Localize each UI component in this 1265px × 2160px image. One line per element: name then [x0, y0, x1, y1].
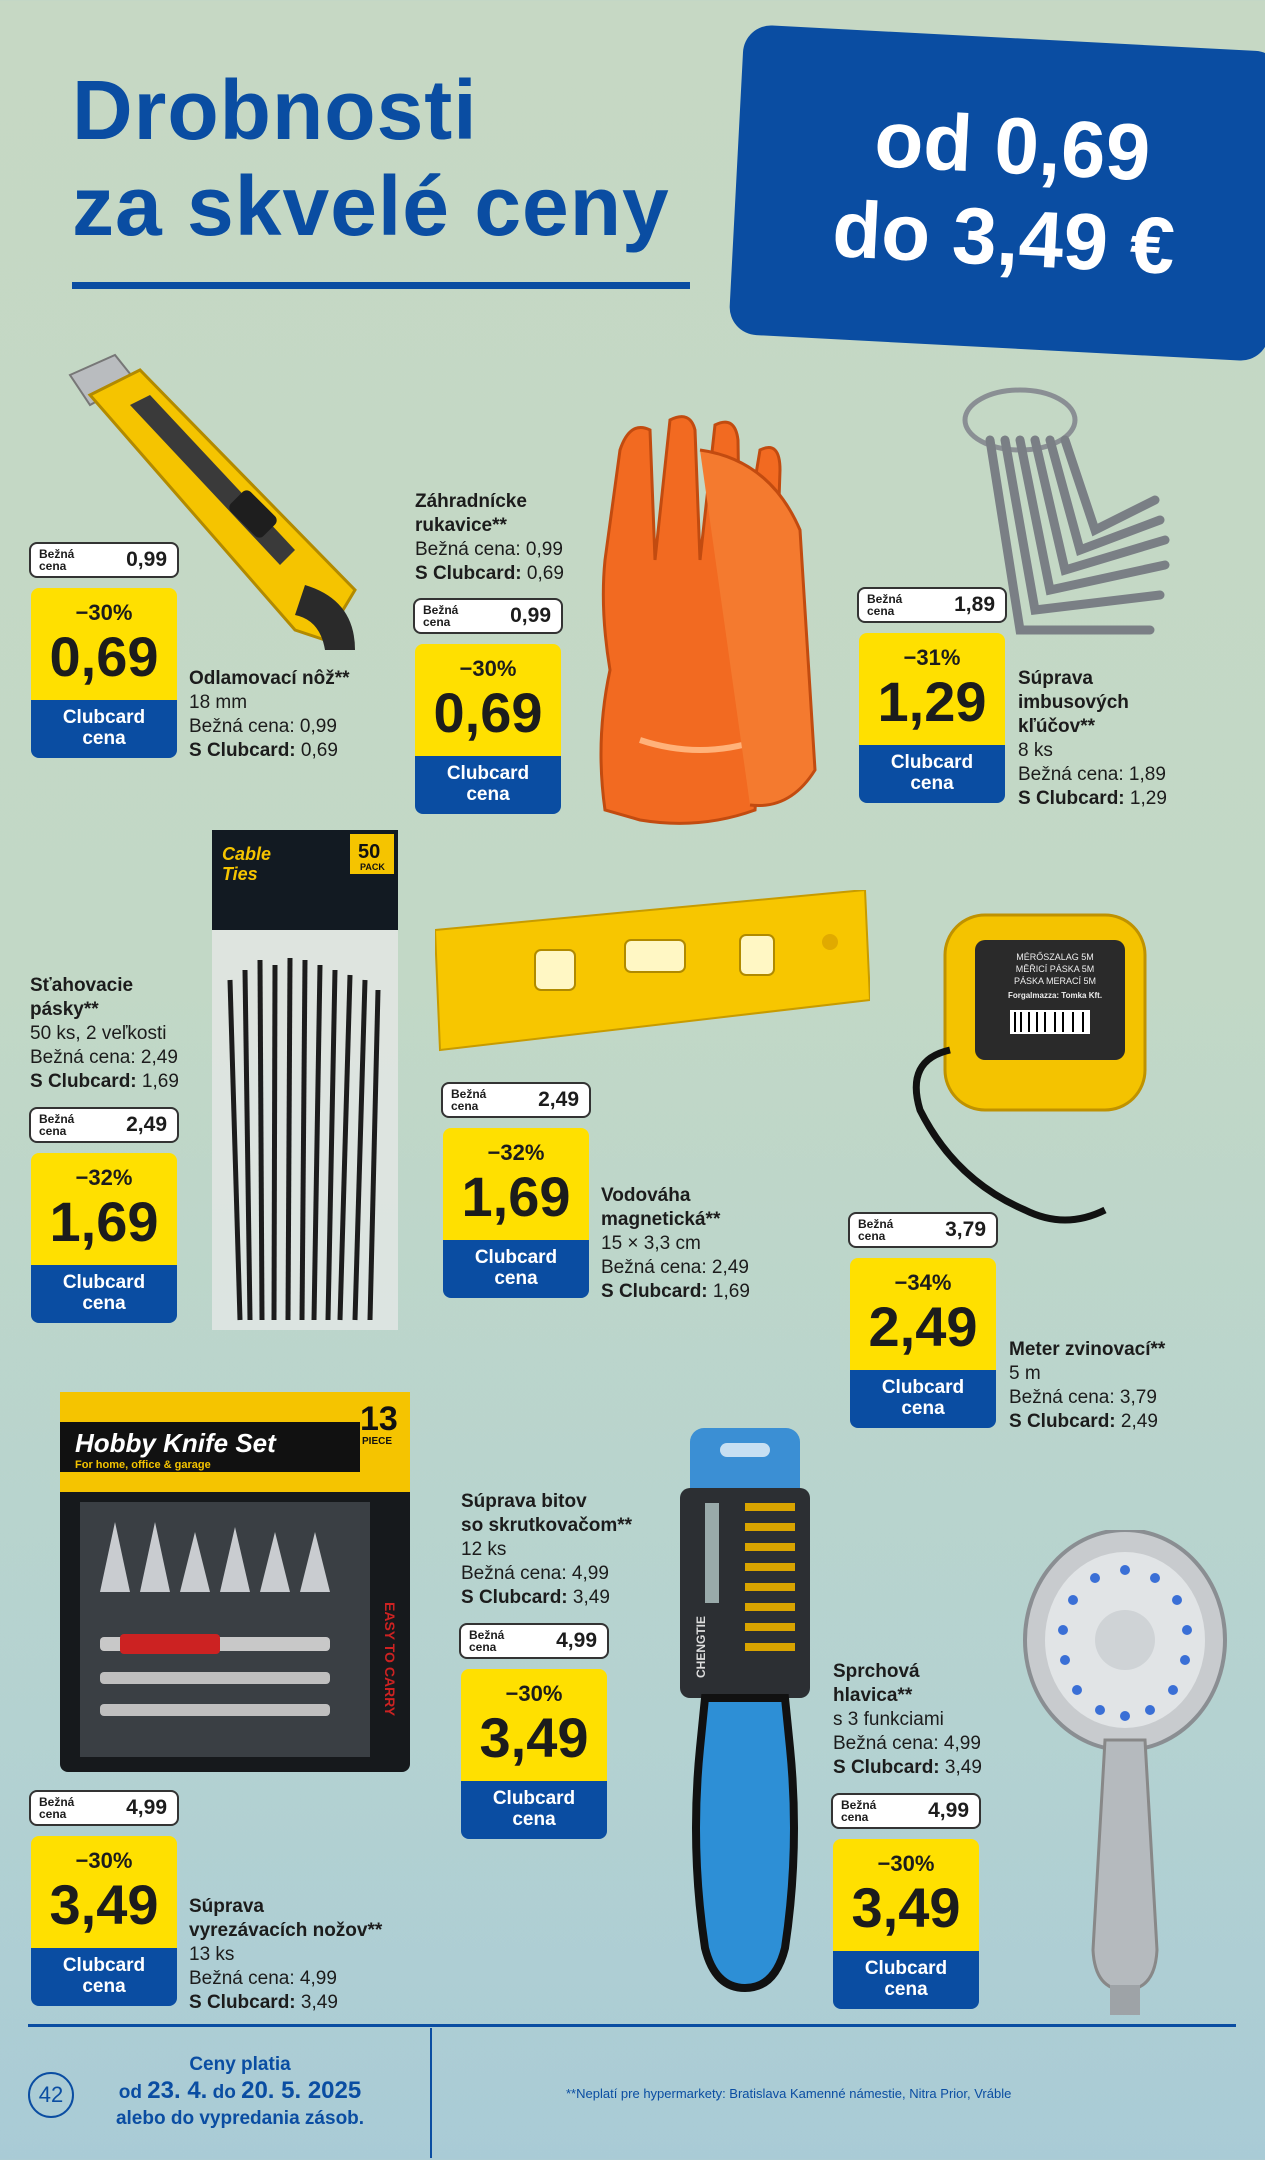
clubcard-price-value: 2,49: [868, 1295, 978, 1358]
clubcard-price-box: [833, 1839, 979, 1951]
footer-divider-line: [28, 2024, 1236, 2027]
clubcard-price-box: [461, 1669, 607, 1781]
discount-label: −30%: [505, 1681, 563, 1706]
footnote: **Neplatí pre hypermarkety: Bratislava Kamenné námestie, Nitra Prior, Vráble: [566, 2086, 1012, 2101]
regular-price-line: Bežná cena: 0,99: [189, 716, 337, 737]
product-desc-utility-knife: [189, 667, 350, 763]
product-desc-bit-set: [461, 1490, 632, 1610]
hobby-piece: PIECE: [362, 1436, 393, 1447]
regular-price-label: Bežná cena: [39, 547, 75, 573]
clubcard-label-line-2: cena: [82, 1976, 126, 1997]
product-detail: 5 m: [1009, 1363, 1041, 1384]
regular-price-line: Bežná cena: 2,49: [601, 1257, 749, 1278]
price-block-utility-knife: [31, 542, 177, 758]
regular-price-label: Bežná cena: [39, 1112, 75, 1138]
product-name-line-2: imbusových: [1018, 692, 1129, 713]
price-block-bit-set: [461, 1623, 607, 1839]
hobby-subtitle: For home, office & garage: [75, 1459, 211, 1471]
clubcard-price-line: S Clubcard: 3,49: [189, 1992, 338, 2013]
discount-label: −32%: [487, 1140, 545, 1165]
clubcard-label-line-1: Clubcard: [62, 1955, 146, 1976]
clubcard-label: [833, 1951, 979, 2009]
clubcard-price-box: [31, 1153, 177, 1265]
product-desc-shower-head: [833, 1660, 982, 1780]
clubcard-price-line: S Clubcard: 2,49: [1009, 1411, 1158, 1432]
regular-price-label: Bežná cena: [858, 1217, 894, 1243]
product-name-line-2: hlavica**: [833, 1685, 913, 1706]
clubcard-label-line-2: cena: [82, 728, 126, 749]
product-desc-spirit-level: [601, 1184, 750, 1304]
garden-gloves-image: [580, 410, 840, 830]
regular-price-value: 4,99: [126, 1796, 167, 1819]
hobby-side-text: EASY TO CARRY: [382, 1602, 398, 1717]
product-desc-gloves: [415, 490, 564, 586]
clubcard-price-box: [850, 1258, 996, 1370]
price-block-cable-ties: [31, 1107, 177, 1323]
clubcard-price-line: S Clubcard: 1,29: [1018, 788, 1167, 809]
product-detail: 50 ks, 2 veľkosti: [30, 1023, 167, 1044]
clubcard-price-line: S Clubcard: 3,49: [833, 1757, 982, 1778]
product-name-line-1: Záhradnícke: [415, 491, 527, 512]
cable-ties-count: 50: [358, 841, 381, 863]
clubcard-price-value: 1,69: [49, 1190, 159, 1253]
regular-price-tag: [848, 1212, 998, 1248]
clubcard-price-value: 1,29: [877, 670, 987, 733]
regular-price-line: Bežná cena: 4,99: [833, 1733, 981, 1754]
price-block-gloves: [415, 598, 561, 814]
regular-price-label: Bežná cena: [469, 1628, 505, 1654]
regular-price-value: 0,99: [126, 548, 167, 571]
cable-ties-brand-1: Cable: [222, 844, 272, 864]
discount-label: −31%: [903, 645, 961, 670]
price-block-hobby-knife-set: [31, 1790, 177, 2006]
discount-label: −30%: [75, 600, 133, 625]
product-detail: 15 × 3,3 cm: [601, 1233, 701, 1254]
regular-price-tag: [29, 1790, 179, 1826]
cable-ties-image: [210, 830, 400, 1330]
clubcard-label: [31, 700, 177, 758]
clubcard-label-line-1: Clubcard: [446, 763, 530, 784]
measuring-tape-image: [905, 910, 1155, 1250]
product-detail: s 3 funkciami: [833, 1709, 944, 1730]
price-range-banner: [728, 24, 1265, 362]
clubcard-price-value: 3,49: [479, 1706, 589, 1769]
clubcard-label-line-1: Clubcard: [62, 1272, 146, 1293]
discount-label: −30%: [75, 1848, 133, 1873]
tape-label-3: PÁSKA MERACÍ 5M: [1013, 976, 1097, 986]
clubcard-price-line: S Clubcard: 1,69: [601, 1281, 750, 1302]
clubcard-label: [31, 1265, 177, 1323]
product-name-line-1: Súprava: [1018, 668, 1093, 689]
regular-price-label: Bežná cena: [451, 1087, 487, 1113]
clubcard-label: [443, 1240, 589, 1298]
clubcard-price-box: [415, 644, 561, 756]
product-detail: 18 mm: [189, 692, 248, 713]
clubcard-label-line-1: Clubcard: [890, 752, 974, 773]
clubcard-label-line-1: Clubcard: [864, 1958, 948, 1979]
validity-info: [95, 2052, 385, 2132]
regular-price-tag: [29, 542, 179, 578]
product-name-line-2: rukavice**: [415, 515, 507, 536]
regular-price-value: 3,79: [945, 1218, 986, 1241]
product-name-line-1: Súprava: [189, 1896, 264, 1917]
hobby-knife-set-image: [60, 1392, 410, 1772]
validity-line-3: alebo do vypredania zásob.: [115, 2108, 365, 2129]
clubcard-price-line: S Clubcard: 0,69: [189, 740, 338, 761]
discount-label: −30%: [877, 1851, 935, 1876]
clubcard-label-line-2: cena: [884, 1979, 928, 2000]
regular-price-value: 0,99: [510, 604, 551, 627]
product-desc-hobby-knife-set: [189, 1895, 382, 2015]
regular-price-value: 4,99: [928, 1799, 969, 1822]
regular-price-value: 4,99: [556, 1629, 597, 1652]
product-desc-measuring-tape: [1009, 1338, 1165, 1434]
clubcard-label: [859, 745, 1005, 803]
product-name-line-2: magnetická**: [601, 1209, 721, 1230]
product-name-line-3: kľúčov**: [1018, 716, 1096, 737]
clubcard-price-box: [859, 633, 1005, 745]
regular-price-line: Bežná cena: 2,49: [30, 1047, 178, 1068]
regular-price-line: Bežná cena: 4,99: [461, 1563, 609, 1584]
discount-label: −32%: [75, 1165, 133, 1190]
clubcard-label-line-2: cena: [910, 773, 954, 794]
clubcard-label-line-2: cena: [512, 1809, 556, 1830]
regular-price-line: Bežná cena: 0,99: [415, 539, 563, 560]
product-name: Meter zvinovací**: [1009, 1339, 1166, 1360]
clubcard-price-line: S Clubcard: 3,49: [461, 1587, 610, 1608]
clubcard-label-line-1: Clubcard: [881, 1377, 965, 1398]
clubcard-price-value: 1,69: [461, 1165, 571, 1228]
bits-brand: CHENGTIE: [694, 1615, 708, 1678]
regular-price-label: Bežná cena: [841, 1798, 877, 1824]
clubcard-label-line-2: cena: [466, 784, 510, 805]
price-block-hex-keys: [859, 587, 1005, 803]
clubcard-price-value: 0,69: [433, 681, 543, 744]
validity-line-1: Ceny platia: [189, 2054, 291, 2075]
regular-price-label: Bežná cena: [39, 1795, 75, 1821]
bit-set-screwdriver-image: [675, 1428, 815, 1998]
product-detail: 8 ks: [1018, 740, 1053, 761]
regular-price-value: 1,89: [954, 593, 995, 616]
clubcard-label-line-1: Clubcard: [474, 1247, 558, 1268]
regular-price-tag: [413, 598, 563, 634]
discount-label: −30%: [459, 656, 517, 681]
clubcard-label-line-1: Clubcard: [62, 707, 146, 728]
cable-ties-pack: PACK: [360, 862, 385, 872]
product-name-line-2: so skrutkovačom**: [461, 1515, 633, 1536]
validity-line-2: od 23. 4. do 20. 5. 2025: [118, 2077, 362, 2104]
tape-label-2: MĚŘICÍ PÁSKA 5M: [1015, 964, 1095, 974]
regular-price-tag: [857, 587, 1007, 623]
product-name-line-1: Sprchová: [833, 1661, 920, 1682]
clubcard-label-line-2: cena: [494, 1268, 538, 1289]
product-name-line-2: pásky**: [30, 999, 99, 1020]
product-name-line-1: Sťahovacie: [30, 975, 134, 996]
tape-label-1: MÉRŐSZALAG 5M: [1016, 952, 1094, 962]
regular-price-line: Bežná cena: 3,79: [1009, 1387, 1157, 1408]
product-name: Odlamovací nôž**: [189, 668, 350, 689]
regular-price-value: 2,49: [126, 1113, 167, 1136]
clubcard-label: [31, 1948, 177, 2006]
title-line-2: za skvelé ceny: [72, 159, 670, 253]
regular-price-line: Bežná cena: 4,99: [189, 1968, 337, 1989]
discount-label: −34%: [894, 1270, 952, 1295]
cable-ties-brand-2: Ties: [222, 864, 258, 884]
product-name-line-1: Súprava bitov: [461, 1491, 587, 1512]
regular-price-tag: [441, 1082, 591, 1118]
page-title: [72, 62, 670, 254]
product-detail: 12 ks: [461, 1539, 507, 1560]
regular-price-label: Bežná cena: [867, 592, 903, 618]
price-block-measuring-tape: [850, 1212, 996, 1428]
hobby-title: Hobby Knife Set: [75, 1428, 276, 1458]
regular-price-line: Bežná cena: 1,89: [1018, 764, 1166, 785]
clubcard-price-box: [443, 1128, 589, 1240]
price-block-shower-head: [833, 1793, 979, 2009]
clubcard-label-line-2: cena: [901, 1398, 945, 1419]
clubcard-price-box: [31, 1836, 177, 1948]
footer-vertical-divider: [430, 2028, 432, 2158]
title-underline: [72, 282, 690, 289]
clubcard-price-line: S Clubcard: 1,69: [30, 1071, 179, 1092]
clubcard-price-value: 3,49: [49, 1873, 159, 1936]
regular-price-tag: [831, 1793, 981, 1829]
banner-line-1: od 0,69: [872, 94, 1153, 198]
price-block-spirit-level: [443, 1082, 589, 1298]
clubcard-price-line: S Clubcard: 0,69: [415, 563, 564, 584]
shower-head-image: [1015, 1530, 1245, 2020]
product-name-line-1: Vodováha: [601, 1185, 691, 1206]
clubcard-label-line-2: cena: [82, 1293, 126, 1314]
product-name-line-2: vyrezávacích nožov**: [189, 1920, 383, 1941]
regular-price-label: Bežná cena: [423, 603, 459, 629]
banner-line-2: do 3,49 €: [830, 184, 1177, 291]
product-detail: 13 ks: [189, 1944, 235, 1965]
product-desc-hex-keys: [1018, 667, 1167, 811]
clubcard-price-box: [31, 588, 177, 700]
clubcard-label-line-1: Clubcard: [492, 1788, 576, 1809]
clubcard-label: [461, 1781, 607, 1839]
regular-price-tag: [29, 1107, 179, 1143]
clubcard-label: [850, 1370, 996, 1428]
product-desc-cable-ties: [30, 974, 179, 1094]
title-line-1: Drobnosti: [72, 63, 478, 157]
clubcard-price-value: 0,69: [49, 625, 159, 688]
spirit-level-image: [435, 890, 870, 1060]
tape-label-4: Forgalmazza: Tomka Kft.: [1007, 991, 1103, 1000]
regular-price-tag: [459, 1623, 609, 1659]
hobby-count: 13: [360, 1400, 398, 1438]
regular-price-value: 2,49: [538, 1088, 579, 1111]
clubcard-price-value: 3,49: [851, 1876, 961, 1939]
clubcard-label: [415, 756, 561, 814]
page-number: 42: [28, 2072, 74, 2118]
